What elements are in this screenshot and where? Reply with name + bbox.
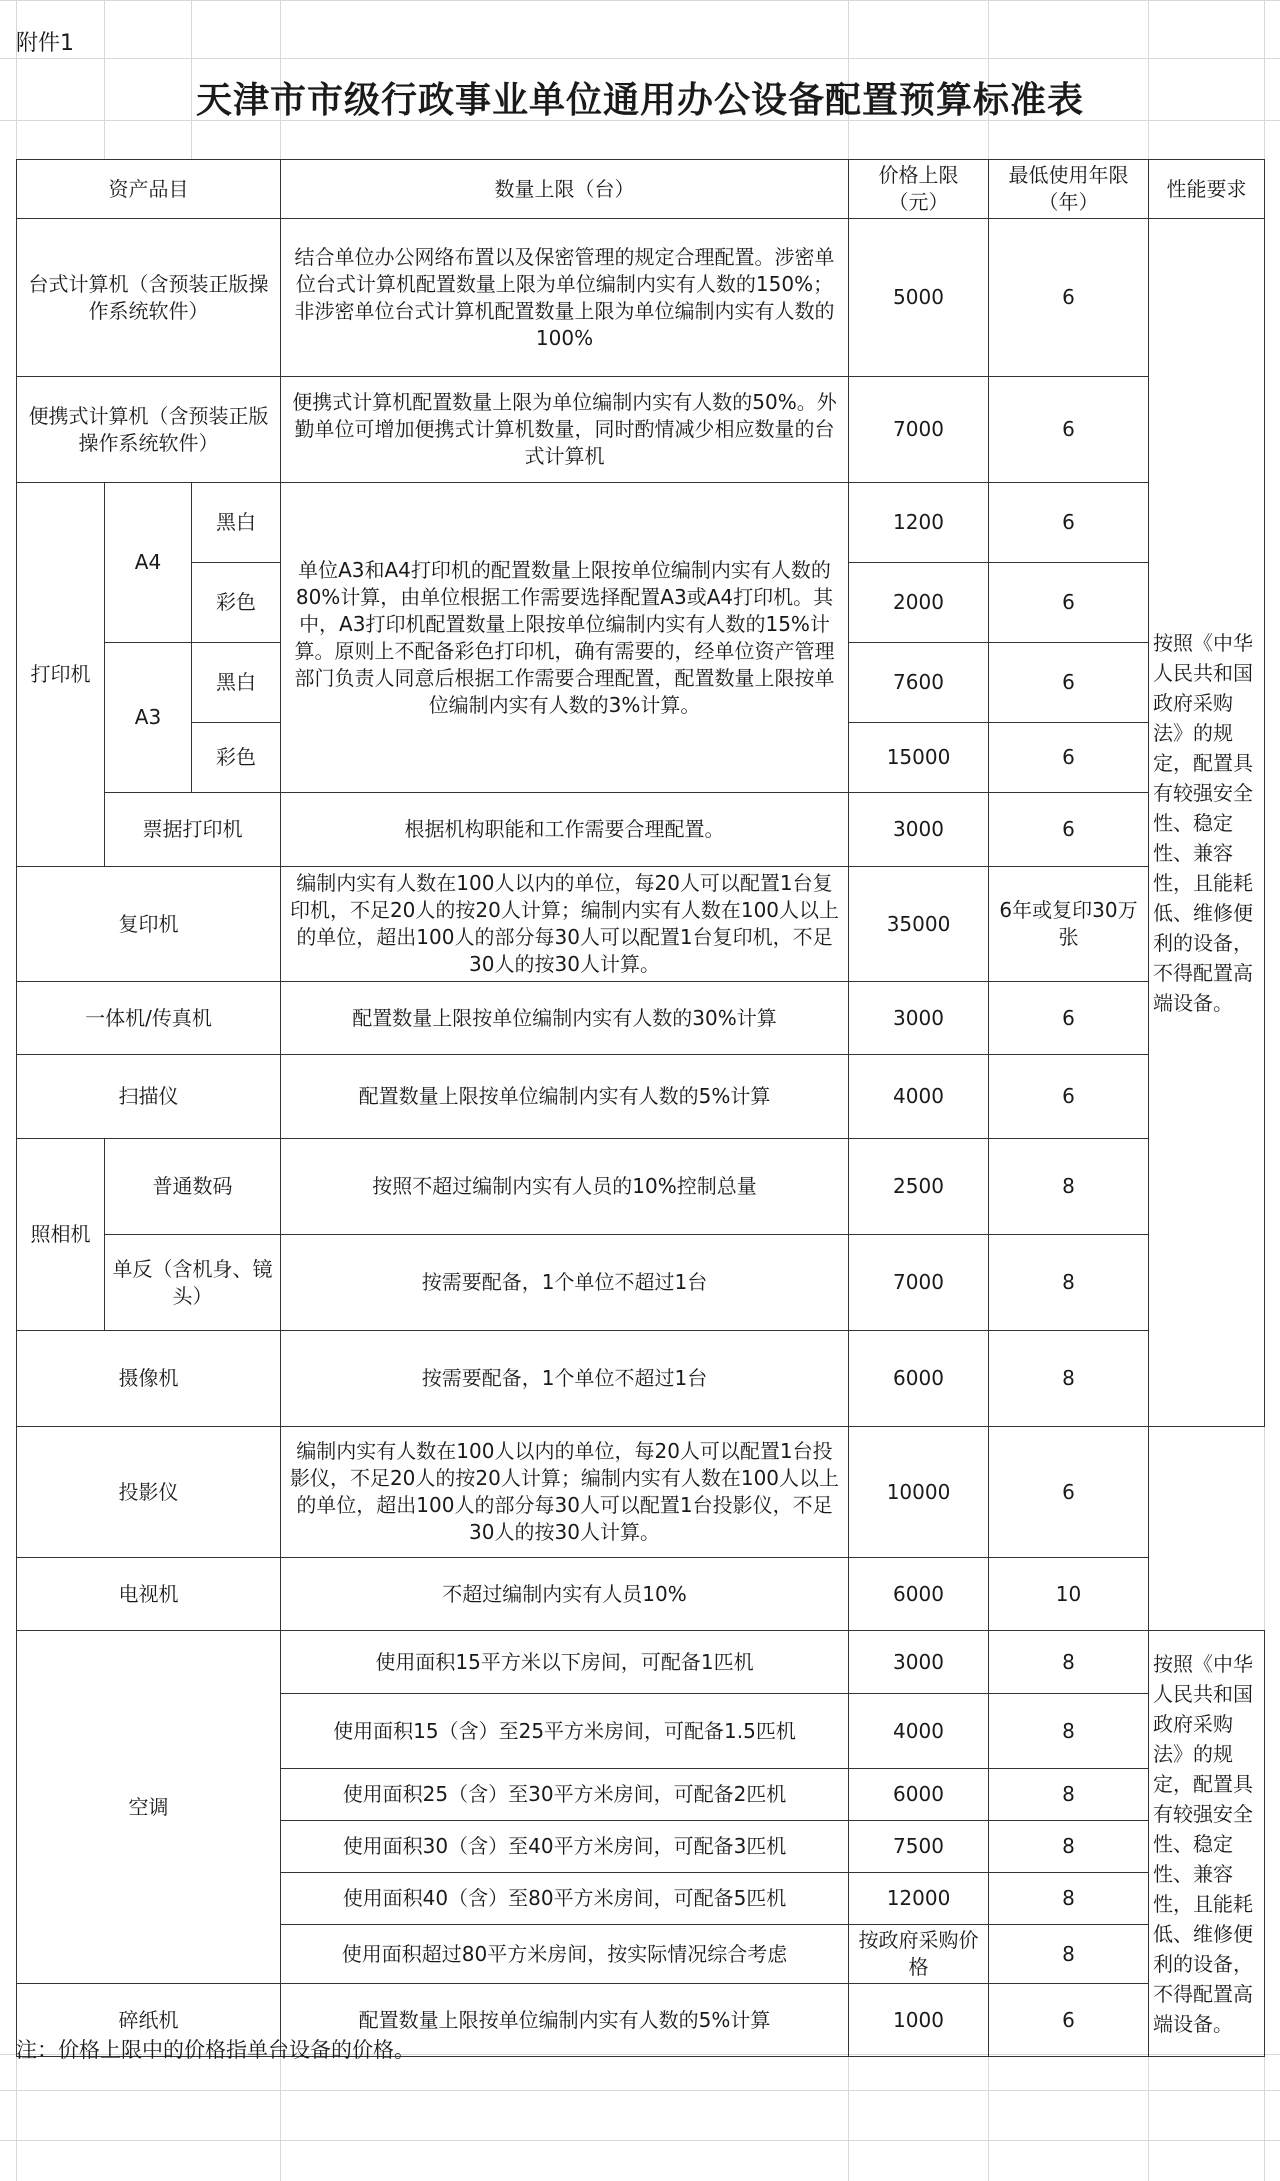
table-row [17,1631,1265,1694]
row-years: 8 [989,1631,1149,1694]
table-row [17,793,1265,867]
row-years: 10 [989,1558,1149,1631]
row-years: 6 [989,1984,1149,2057]
printer-type: 彩色 [192,723,281,793]
row-price: 7000 [849,1235,989,1331]
row-years: 6 [989,793,1149,867]
row-price: 4000 [849,1055,989,1139]
gridline [0,58,1280,59]
row-price: 5000 [849,219,989,377]
row-years: 6 [989,982,1149,1055]
header-item: 资产品目 [17,160,281,219]
row-name: 碎纸机 [17,1984,281,2057]
row-price: 35000 [849,867,989,982]
row-limit: 使用面积25（含）至30平方米房间，可配备2匹机 [281,1769,849,1821]
row-name: 摄像机 [17,1331,281,1427]
gridline [0,0,1280,1]
gridline [0,2090,1280,2091]
header-price: 价格上限（元） [849,160,989,219]
row-name: 一体机/传真机 [17,982,281,1055]
row-limit: 结合单位办公网络布置以及保密管理的规定合理配置。涉密单位台式计算机配置数量上限为单位编制内实有人数的150%；非涉密单位台式计算机配置数量上限为单位编制内实有人数的100% [281,219,849,377]
row-price: 10000 [849,1427,989,1558]
row-name: 台式计算机（含预装正版操作系统软件） [17,219,281,377]
row-name: 扫描仪 [17,1055,281,1139]
row-limit: 按需要配备，1个单位不超过1台 [281,1331,849,1427]
row-years: 8 [989,1925,1149,1984]
row-price: 3000 [849,1631,989,1694]
performance-requirement: 按照《中华人民共和国政府采购法》的规定，配置具有较强安全性、稳定性、兼容性，且能耗低、维修便利的设备，不得配置高端设备。 [1149,1631,1265,2057]
row-price: 按政府采购价格 [849,1925,989,1984]
standards-table [16,159,1265,2057]
row-years: 8 [989,1235,1149,1331]
row-name: 投影仪 [17,1427,281,1558]
row-years: 8 [989,1139,1149,1235]
camera-type: 单反（含机身、镜头） [105,1235,281,1331]
row-years: 6 [989,643,1149,723]
table-row [17,1427,1265,1558]
row-years: 6 [989,1055,1149,1139]
row-name: 空调 [17,1631,281,1984]
row-price: 6000 [849,1558,989,1631]
header-years: 最低使用年限（年） [989,160,1149,219]
row-name: 打印机 [17,483,105,867]
row-limit: 配置数量上限按单位编制内实有人数的5%计算 [281,1984,849,2057]
row-limit: 编制内实有人数在100人以内的单位，每20人可以配置1台复印机，不足20人的按20人计算；编制内实有人数在100人以上的单位，超出100人的部分每30人可以配置1台复印机，不足30人的按30人计算。 [281,867,849,982]
row-years: 6 [989,1427,1149,1558]
row-limit: 配置数量上限按单位编制内实有人数的30%计算 [281,982,849,1055]
printer-size: A4 [105,483,192,643]
row-years: 6年或复印30万张 [989,867,1149,982]
row-years: 6 [989,563,1149,643]
table-row [17,867,1265,982]
row-price: 6000 [849,1769,989,1821]
row-years: 8 [989,1821,1149,1873]
printer-type: 黑白 [192,643,281,723]
row-limit: 按照不超过编制内实有人员的10%控制总量 [281,1139,849,1235]
row-limit: 按需要配备，1个单位不超过1台 [281,1235,849,1331]
row-price: 2000 [849,563,989,643]
table-header-row [17,160,1265,219]
row-price: 7500 [849,1821,989,1873]
row-name: 便携式计算机（含预装正版操作系统软件） [17,377,281,483]
page-title: 天津市市级行政事业单位通用办公设备配置预算标准表 [195,80,1084,121]
row-price: 7600 [849,643,989,723]
table-row [17,483,1265,563]
row-limit: 使用面积30（含）至40平方米房间，可配备3匹机 [281,1821,849,1873]
row-limit: 便携式计算机配置数量上限为单位编制内实有人数的50%。外勤单位可增加便携式计算机数量，同时酌情减少相应数量的台式计算机 [281,377,849,483]
row-price: 3000 [849,982,989,1055]
row-limit: 配置数量上限按单位编制内实有人数的5%计算 [281,1055,849,1139]
row-price: 15000 [849,723,989,793]
row-price: 1000 [849,1984,989,2057]
table-row [17,219,1265,377]
row-years: 6 [989,377,1149,483]
row-limit: 编制内实有人数在100人以内的单位，每20人可以配置1台投影仪，不足20人的按20人计算；编制内实有人数在100人以上的单位，超出100人的部分每30人可以配置1台投影仪，不足30人的按30人计算。 [281,1427,849,1558]
table-row [17,1055,1265,1139]
row-price: 3000 [849,793,989,867]
row-years: 8 [989,1331,1149,1427]
row-price: 7000 [849,377,989,483]
row-limit: 使用面积40（含）至80平方米房间，可配备5匹机 [281,1873,849,1925]
row-name: 照相机 [17,1139,105,1331]
row-price: 6000 [849,1331,989,1427]
row-years: 8 [989,1769,1149,1821]
header-performance: 性能要求 [1149,160,1265,219]
footnote: 注：价格上限中的价格指单台设备的价格。 [16,2038,415,2062]
row-price: 1200 [849,483,989,563]
row-price: 12000 [849,1873,989,1925]
row-limit: 使用面积15（含）至25平方米房间，可配备1.5匹机 [281,1694,849,1769]
row-years: 6 [989,219,1149,377]
row-limit: 使用面积15平方米以下房间，可配备1匹机 [281,1631,849,1694]
gridline [0,2140,1280,2141]
printer-type: 彩色 [192,563,281,643]
table-row [17,1331,1265,1427]
table-row [17,1558,1265,1631]
camera-type: 普通数码 [105,1139,281,1235]
row-limit: 不超过编制内实有人员10% [281,1558,849,1631]
row-limit: 单位A3和A4打印机的配置数量上限按单位编制内实有人数的80%计算，由单位根据工作需要选择配置A3或A4打印机。其中，A3打印机配置数量上限按单位编制内实有人数的15%计算。原则上不配备彩色打印机，确有需要的，经单位资产管理部门负责人同意后根据工作需要合理配置，配置数量上限按单位编制内实有人数的3%计算。 [281,483,849,793]
attachment-label: 附件1 [16,31,74,56]
printer-type: 黑白 [192,483,281,563]
row-price: 4000 [849,1694,989,1769]
row-limit: 根据机构职能和工作需要合理配置。 [281,793,849,867]
row-years: 8 [989,1873,1149,1925]
table-row [17,1139,1265,1235]
table-row [17,1235,1265,1331]
printer-size: A3 [105,643,192,793]
row-name: 复印机 [17,867,281,982]
row-limit: 使用面积超过80平方米房间，按实际情况综合考虑 [281,1925,849,1984]
table-row [17,377,1265,483]
row-years: 6 [989,723,1149,793]
header-quantity: 数量上限（台） [281,160,849,219]
performance-requirement: 按照《中华人民共和国政府采购法》的规定，配置具有较强安全性、稳定性、兼容性，且能耗低、维修便利的设备，不得配置高端设备。 [1149,219,1265,1427]
row-years: 8 [989,1694,1149,1769]
row-years: 6 [989,483,1149,563]
printer-type: 票据打印机 [105,793,281,867]
row-price: 2500 [849,1139,989,1235]
table-row [17,982,1265,1055]
row-name: 电视机 [17,1558,281,1631]
